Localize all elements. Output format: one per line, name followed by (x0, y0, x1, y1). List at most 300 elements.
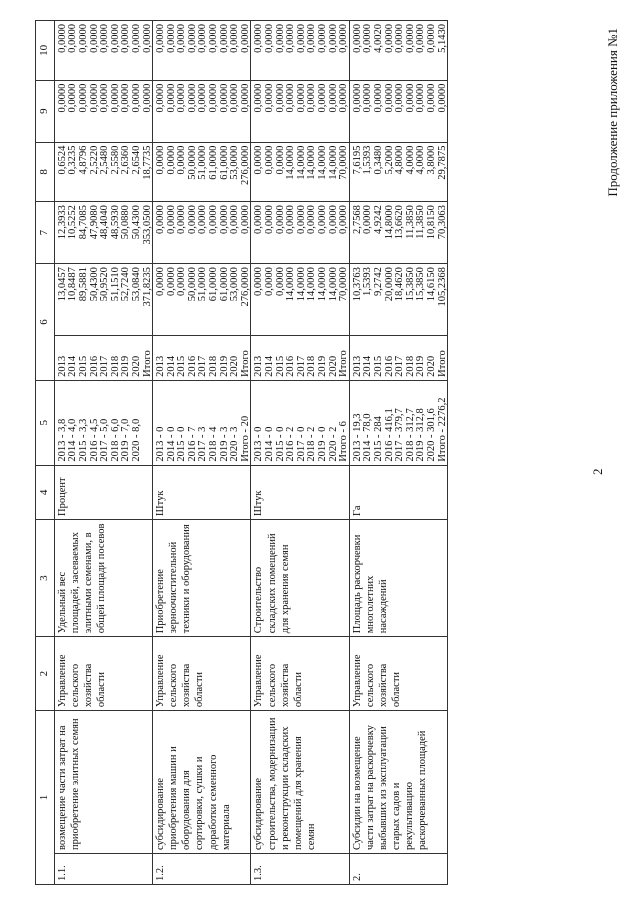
header-cell-7: 7 (36, 202, 55, 264)
header-cell-5: 5 (36, 380, 55, 465)
other-funding-value: 0,0000 (264, 24, 276, 53)
local-funding-value: 0,0000 (218, 83, 230, 113)
local-funding-value: 0,0000 (176, 83, 188, 113)
total-funding-value: 14,0000 (306, 267, 318, 302)
other-funding-value: 0,0000 (306, 24, 318, 53)
indicator-values-value: 2013 - 0 (155, 426, 167, 462)
local-funding-value: 0,0000 (253, 83, 265, 113)
years-value: 2015 (372, 355, 384, 377)
indicator-values-value: 2016 - 2 (285, 426, 297, 462)
local-funding-value: 0,0000 (306, 83, 318, 113)
federal-funding-value: 0,0000 (155, 205, 167, 235)
local-funding-value: 0,0000 (229, 83, 241, 113)
total-funding-value: 14,0000 (295, 267, 307, 302)
federal-funding-value: 0,0000 (197, 205, 209, 235)
regional-funding-value: 5,2000 (383, 145, 395, 175)
indicator-values-value: 2015 - 0 (274, 426, 286, 462)
years (251, 335, 349, 380)
local-funding-value: 0,0000 (327, 83, 339, 113)
header-row (36, 21, 55, 885)
federal-funding-value: 0,0000 (327, 205, 339, 235)
other-funding-value: 0,0000 (327, 24, 339, 53)
header-cell-10: 10 (36, 21, 55, 81)
years-value: 2019 (415, 355, 427, 377)
local-funding (54, 80, 152, 142)
indicator-values-value: 2020 - 3 (229, 426, 241, 462)
other-funding (349, 21, 447, 81)
total-funding-value: 0,0000 (165, 267, 177, 296)
indicator-values-value: 2015 - 3,3 (77, 418, 89, 462)
total-funding-value: 53,0000 (229, 267, 241, 302)
regional-funding-value: 7,6195 (351, 145, 363, 175)
indicator-values-value: 2017 - 3 (197, 426, 209, 462)
federal-funding-value: 0,0000 (176, 205, 188, 235)
indicator-values-value: 2014 - 0 (165, 426, 177, 462)
other-funding-value: 0,0000 (253, 24, 265, 53)
other-funding-value: 0,0000 (239, 24, 251, 53)
regional-funding-value: 2,6540 (130, 145, 142, 175)
federal-funding-value: 12,3933 (56, 205, 68, 240)
federal-funding (153, 202, 251, 264)
total-funding-value: 61,0000 (218, 267, 230, 302)
local-funding-value: 0,0000 (317, 83, 328, 113)
federal-funding (349, 202, 447, 264)
regional-funding-value: 14,0000 (317, 145, 328, 180)
local-funding-value: 0,0000 (239, 83, 251, 113)
years-value: 2018 (306, 355, 318, 377)
regional-funding-value: 0,0000 (264, 145, 276, 175)
local-funding-value: 0,0000 (425, 83, 437, 113)
other-funding-value: 0,0000 (130, 24, 142, 53)
total-funding-value: 14,0000 (285, 267, 297, 302)
federal-funding-value: 0,0000 (285, 205, 297, 235)
unit-of-measure: Штук (251, 465, 349, 519)
header-cell-8: 8 (36, 142, 55, 202)
other-funding-value: 0,0000 (404, 24, 416, 53)
regional-funding-value: 4,8796 (77, 145, 89, 175)
regional-funding (349, 142, 447, 202)
indicator-values-value: 2020 - 301,6 (425, 408, 437, 462)
total-funding-value: 371,8235 (141, 267, 153, 307)
years-value: 2019 (120, 355, 132, 377)
other-funding-value: 0,0000 (165, 24, 177, 53)
indicator-values-value: 2018 - 312,7 (404, 408, 416, 462)
total-funding-value: 10,8487 (67, 267, 79, 302)
measure-description: субсидирование строительства, модернизации и реконструкции складских помещений для хранения семян (251, 711, 349, 854)
responsible-organization: Управление сельского хозяйства области (349, 637, 447, 711)
indicator-values (153, 380, 251, 465)
regional-funding-value: 50,0000 (186, 145, 198, 180)
responsible-organization: Управление сельского хозяйства области (251, 637, 349, 711)
regional-funding-value: 2,5220 (88, 145, 100, 175)
other-funding-value: 0,0000 (88, 24, 100, 53)
indicator-values (54, 380, 152, 465)
measure-description: субсидирование приобретения машин и оборудования для сортировки, сушки и доработки семенного материала (153, 711, 251, 854)
regional-funding-value: 14,0000 (295, 145, 307, 180)
regional-funding-value: 61,0000 (218, 145, 230, 180)
local-funding-value: 0,0000 (88, 83, 100, 113)
total-funding-value: 14,0000 (317, 267, 328, 302)
federal-funding-value: 48,5930 (109, 205, 121, 240)
other-funding-value: 0,0000 (295, 24, 307, 53)
years-value: 2020 (425, 355, 437, 377)
total-funding (251, 264, 349, 335)
total-funding-value: 53,0840 (130, 267, 142, 302)
years-value: Итого (141, 350, 153, 377)
measure-description: Субсидии на возмещение части затрат на раскорчевку выбывших из эксплуатации старых садов и рекультивацию раскорчеванных площадей (349, 711, 447, 854)
years-value: 2016 (88, 355, 100, 377)
total-funding-value: 0,0000 (253, 267, 265, 296)
other-funding-value: 0,0000 (415, 24, 427, 53)
regional-funding-value: 0,3235 (67, 145, 79, 175)
total-funding-value: 105,2368 (436, 267, 448, 307)
other-funding-value: 0,0000 (383, 24, 395, 53)
total-funding-value: 89,5881 (77, 267, 89, 302)
local-funding-value: 0,0000 (338, 83, 350, 113)
table-row (349, 21, 447, 885)
total-funding-value: 50,4300 (88, 267, 100, 302)
federal-funding-value: 353,0500 (141, 205, 153, 245)
other-funding-value: 0,0000 (176, 24, 188, 53)
row-number: 1.1. (54, 854, 152, 885)
local-funding-value: 0,0000 (415, 83, 427, 113)
local-funding-value: 0,0000 (436, 83, 448, 113)
other-funding-value: 0,0000 (285, 24, 297, 53)
indicator-values-value: Итого - 6 (338, 421, 350, 462)
total-funding-value: 1,5393 (362, 267, 374, 296)
years-value: 2017 (295, 355, 307, 377)
total-funding-value: 51,1510 (109, 267, 121, 302)
local-funding-value: 0,0000 (394, 83, 406, 113)
local-funding-value: 0,0000 (285, 83, 297, 113)
federal-funding-value: 10,5252 (67, 205, 79, 240)
regional-funding-value: 3,8000 (425, 145, 437, 175)
federal-funding-value: 10,8150 (425, 205, 437, 240)
header-cell-2: 2 (36, 637, 55, 711)
other-funding-value: 0,0000 (317, 24, 328, 53)
years-value: 2014 (362, 355, 374, 377)
other-funding-value: 0,0000 (351, 24, 363, 53)
other-funding-value: 0,0000 (186, 24, 198, 53)
regional-funding-value: 2,5480 (99, 145, 111, 175)
indicator-values-value: 2019 - 3 (218, 426, 230, 462)
federal-funding-value: 0,0000 (218, 205, 230, 235)
indicator-values-value: 2014 - 0 (264, 426, 276, 462)
regional-funding-value: 2,5580 (109, 145, 121, 175)
years-value: Итого (436, 350, 448, 377)
federal-funding-value: 14,8000 (383, 205, 395, 240)
regional-funding-value: 51,0000 (197, 145, 209, 180)
indicator-values (349, 380, 447, 465)
total-funding-value: 0,0000 (264, 267, 276, 296)
federal-funding-value: 11,3850 (415, 205, 427, 239)
indicator-values-value: Итого - 2276,2 (436, 397, 448, 462)
local-funding-value: 0,0000 (274, 83, 286, 113)
total-funding-value: 15,3850 (415, 267, 427, 302)
other-funding-value: 0,0000 (229, 24, 241, 53)
years-value: 2019 (317, 355, 328, 377)
unit-of-measure: Процент (54, 465, 152, 519)
years-value: Итого (239, 350, 251, 377)
indicator-values (251, 380, 349, 465)
other-funding-value: 0,0000 (99, 24, 111, 53)
years-value: 2017 (197, 355, 209, 377)
total-funding (54, 264, 152, 335)
years-value: 2020 (327, 355, 339, 377)
regional-funding-value: 0,3480 (372, 145, 384, 175)
indicator-name: Строительство складских помещений для хранения семян (251, 519, 349, 636)
local-funding-value: 0,0000 (264, 83, 276, 113)
local-funding-value: 0,0000 (99, 83, 111, 113)
other-funding-value: 0,0000 (67, 24, 79, 53)
federal-funding-value: 0,0000 (362, 205, 374, 235)
total-funding (153, 264, 251, 335)
regional-funding-value: 0,0000 (274, 145, 286, 175)
row-number: 2. (349, 854, 447, 885)
years-value: 2016 (186, 355, 198, 377)
local-funding-value: 0,0000 (130, 83, 142, 113)
indicator-values-value: 2019 - 7,0 (120, 418, 132, 462)
indicator-values-value: 2018 - 4 (208, 426, 220, 462)
local-funding-value: 0,0000 (404, 83, 416, 113)
other-funding-value: 0,0000 (197, 24, 209, 53)
years-value: 2020 (229, 355, 241, 377)
header-cell-4: 4 (36, 465, 55, 519)
table-row (251, 21, 349, 885)
federal-funding-value: 13,6620 (394, 205, 406, 240)
total-funding-value: 14,6150 (425, 267, 437, 302)
regional-funding-value: 4,0000 (404, 145, 416, 175)
other-funding-value: 0,0000 (77, 24, 89, 53)
total-funding (349, 264, 447, 335)
regional-funding-value: 14,0000 (285, 145, 297, 180)
federal-funding-value: 0,0000 (229, 205, 241, 235)
indicator-values-value: 2013 - 3,8 (56, 418, 68, 462)
local-funding-value: 0,0000 (208, 83, 220, 113)
other-funding-value: 0,0000 (155, 24, 167, 53)
other-funding-value: 0,0000 (274, 24, 286, 53)
other-funding-value: 0,0000 (56, 24, 68, 53)
other-funding-value: 0,0000 (141, 24, 153, 53)
other-funding-value: 0,0000 (362, 24, 374, 53)
local-funding (153, 80, 251, 142)
federal-funding-value: 0,0000 (306, 205, 318, 235)
years-value: 2015 (274, 355, 286, 377)
indicator-values-value: 2017 - 5,0 (99, 418, 111, 462)
regional-funding-value: 53,0000 (229, 145, 241, 180)
indicator-name: Приобретение зерноочистительной техники и оборудования (153, 519, 251, 636)
total-funding-value: 14,0000 (327, 267, 339, 302)
header-cell-9: 9 (36, 80, 55, 142)
local-funding-value: 0,0000 (165, 83, 177, 113)
regional-funding (54, 142, 152, 202)
total-funding-value: 9,2742 (372, 267, 384, 296)
other-funding-value: 0,0000 (208, 24, 220, 53)
indicator-values-value: 2019 - 0 (317, 426, 328, 462)
program-table (35, 20, 448, 885)
regional-funding-value: 0,0000 (155, 145, 167, 175)
regional-funding-value: 4,8000 (394, 145, 406, 175)
other-funding-value: 0,0000 (218, 24, 230, 53)
local-funding-value: 0,0000 (77, 83, 89, 113)
years (54, 335, 152, 380)
years (349, 335, 447, 380)
federal-funding-value: 70,3063 (436, 205, 448, 240)
indicator-values-value: 2014 - 78,0 (362, 413, 374, 462)
total-funding-value: 0,0000 (155, 267, 167, 296)
local-funding-value: 0,0000 (141, 83, 153, 113)
table-row (54, 21, 152, 885)
federal-funding-value: 0,0000 (338, 205, 350, 235)
total-funding-value: 276,0000 (239, 267, 251, 307)
local-funding (349, 80, 447, 142)
years-value: 2018 (208, 355, 220, 377)
local-funding-value: 0,0000 (383, 83, 395, 113)
responsible-organization: Управление сельского хозяйства области (54, 637, 152, 711)
responsible-organization: Управление сельского хозяйства области (153, 637, 251, 711)
other-funding-value: 0,0000 (425, 24, 437, 53)
years-value: 2018 (109, 355, 121, 377)
local-funding-value: 0,0000 (120, 83, 132, 113)
local-funding-value: 0,0000 (56, 83, 68, 113)
local-funding-value: 0,0000 (372, 83, 384, 113)
years-value: 2014 (165, 355, 177, 377)
regional-funding-value: 14,0000 (327, 145, 339, 180)
local-funding-value: 0,0000 (109, 83, 121, 113)
local-funding-value: 0,0000 (351, 83, 363, 113)
regional-funding-value: 0,0000 (176, 145, 188, 175)
total-funding-value: 13,0457 (56, 267, 68, 302)
other-funding-value: 4,0020 (372, 24, 384, 53)
years-value: 2015 (176, 355, 188, 377)
federal-funding-value: 50,0880 (120, 205, 132, 240)
indicator-values-value: 2013 - 0 (253, 426, 265, 462)
indicator-values-value: 2015 - 284 (372, 416, 384, 462)
indicator-values-value: 2016 - 416,1 (383, 408, 395, 462)
local-funding-value: 0,0000 (295, 83, 307, 113)
years-value: 2018 (404, 355, 416, 377)
regional-funding-value: 14,0000 (306, 145, 318, 180)
federal-funding-value: 0,0000 (317, 205, 328, 235)
years (153, 335, 251, 380)
indicator-values-value: 2015 - 0 (176, 426, 188, 462)
row-number: 1.2. (153, 854, 251, 885)
years-value: 2019 (218, 355, 230, 377)
local-funding-value: 0,0000 (67, 83, 79, 113)
federal-funding-value: 0,0000 (208, 205, 220, 235)
federal-funding-value: 0,0000 (253, 205, 265, 235)
unit-of-measure: Штук (153, 465, 251, 519)
regional-funding-value: 0,6524 (56, 145, 68, 175)
total-funding-value: 50,9520 (99, 267, 111, 302)
years-value: 2014 (67, 355, 79, 377)
other-funding-value: 0,0000 (120, 24, 132, 53)
indicator-name: Площадь раскорчевки многолетних насаждений (349, 519, 447, 636)
unit-of-measure: Га (349, 465, 447, 519)
table-body (54, 21, 447, 885)
federal-funding-value: 2,7568 (351, 205, 363, 235)
years-value: 2013 (155, 355, 167, 377)
regional-funding-value: 29,7875 (436, 145, 448, 180)
local-funding-value: 0,0000 (155, 83, 167, 113)
years-value: 2015 (77, 355, 89, 377)
regional-funding-value: 18,7735 (141, 145, 153, 180)
header-cell-3: 3 (36, 519, 55, 636)
federal-funding-value: 0,0000 (165, 205, 177, 235)
years-value: 2013 (351, 355, 363, 377)
row-number: 1.3. (251, 854, 349, 885)
indicator-values-value: 2018 - 2 (306, 426, 318, 462)
indicator-values-value: Итого - 20 (239, 415, 251, 462)
header-cell-6: 6 (36, 264, 55, 381)
other-funding-value: 5,1430 (436, 24, 448, 53)
total-funding-value: 15,3850 (404, 267, 416, 302)
indicator-values-value: 2016 - 4,5 (88, 418, 100, 462)
continuation-title: Продолжение приложения №1 (605, 28, 620, 197)
total-funding-value: 10,3763 (351, 267, 363, 302)
total-funding-value: 52,7240 (120, 267, 132, 302)
regional-funding-value: 70,0000 (338, 145, 350, 180)
regional-funding (153, 142, 251, 202)
total-funding-value: 18,4620 (394, 267, 406, 302)
header-cell-1: 1 (36, 711, 55, 885)
federal-funding-value: 47,9080 (88, 205, 100, 240)
other-funding (251, 21, 349, 81)
years-value: 2017 (394, 355, 406, 377)
years-value: 2016 (285, 355, 297, 377)
regional-funding-value: 4,0000 (415, 145, 427, 175)
federal-funding-value: 0,0000 (264, 205, 276, 235)
table-row (153, 21, 251, 885)
regional-funding-value: 2,6360 (120, 145, 132, 175)
federal-funding (54, 202, 152, 264)
years-value: 2013 (253, 355, 265, 377)
other-funding-value: 0,0000 (109, 24, 121, 53)
total-funding-value: 70,0000 (338, 267, 350, 302)
years-value: 2014 (264, 355, 276, 377)
regional-funding-value: 61,0000 (208, 145, 220, 180)
measure-description: возмещение части затрат на приобретение элитных семян (54, 711, 152, 854)
indicator-values-value: 2020 - 2 (327, 426, 339, 462)
indicator-values-value: 2016 - 7 (186, 426, 198, 462)
indicator-values-value: 2014 - 4,0 (67, 418, 79, 462)
local-funding-value: 0,0000 (362, 83, 374, 113)
indicator-values-value: 2013 - 19,3 (351, 413, 363, 462)
indicator-name: Удельный вес площадей, засеваемых элитными семенами, в общей площади посевов (54, 519, 152, 636)
total-funding-value: 20,0000 (383, 267, 395, 302)
federal-funding-value: 4,9242 (372, 205, 384, 235)
local-funding-value: 0,0000 (186, 83, 198, 113)
total-funding-value: 51,0000 (197, 267, 209, 302)
regional-funding-value: 0,0000 (165, 145, 177, 175)
total-funding-value: 50,0000 (186, 267, 198, 302)
federal-funding-value: 0,0000 (295, 205, 307, 235)
years-value: 2013 (56, 355, 68, 377)
total-funding-value: 61,0000 (208, 267, 220, 302)
total-funding-value: 0,0000 (274, 267, 286, 296)
local-funding-value: 0,0000 (197, 83, 209, 113)
indicator-values-value: 2019 - 312,8 (415, 408, 427, 462)
years-value: 2020 (130, 355, 142, 377)
regional-funding-value: 0,0000 (253, 145, 265, 175)
federal-funding-value: 0,0000 (274, 205, 286, 235)
federal-funding-value: 11,3850 (404, 205, 416, 239)
federal-funding-value: 0,0000 (186, 205, 198, 235)
other-funding (54, 21, 152, 81)
regional-funding-value: 1,5393 (362, 145, 374, 175)
indicator-values-value: 2018 - 6,0 (109, 418, 121, 462)
years-value: Итого (338, 350, 350, 377)
